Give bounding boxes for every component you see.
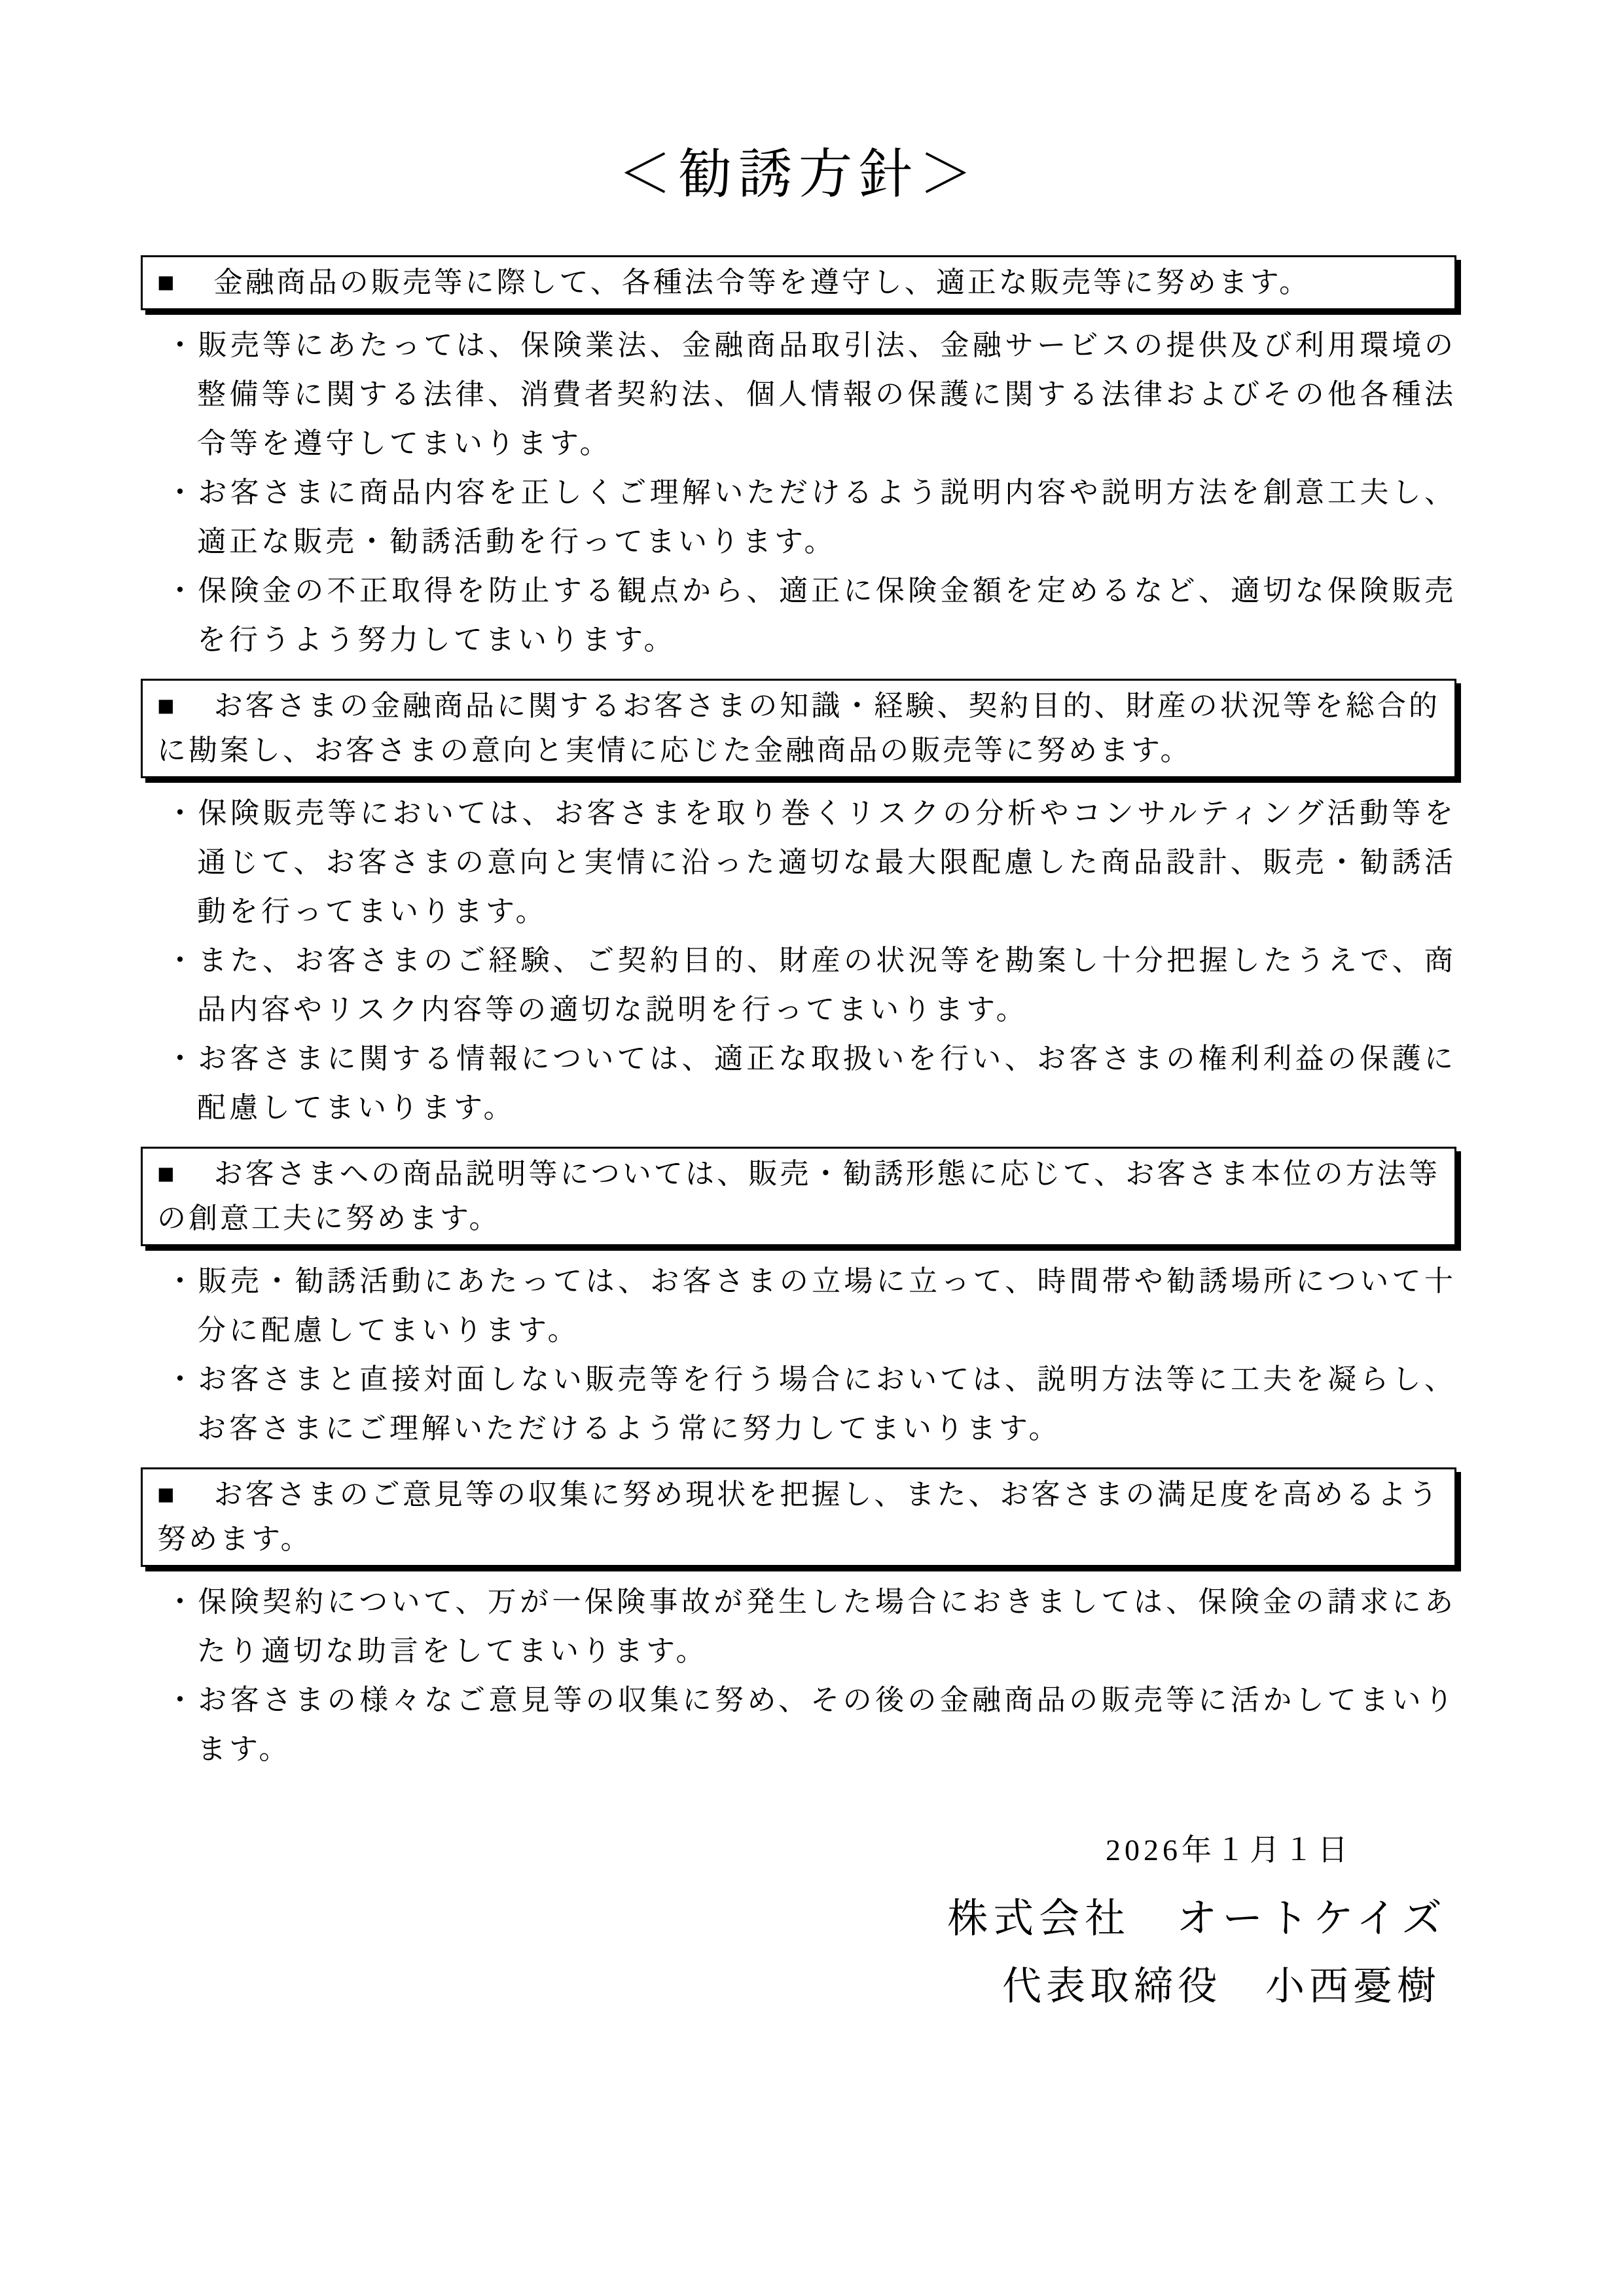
bullet-item: [141, 566, 1456, 664]
bullet-text: お客さまに関する情報については、適正な取扱いを行い、お客さまの権利利益の保護に配慮してまいります。: [197, 1043, 1457, 1124]
bullet-dot-icon: ・: [166, 1684, 198, 1716]
bullet-dot-icon: ・: [166, 329, 198, 361]
policy-heading-text: お客さまのご意見等の収集に努め現状を把握し、また、お客さまの満足度を高めるよう努めます。: [157, 1479, 1441, 1555]
policy-heading-box-4: [141, 1467, 1456, 1567]
bullet-text: 保険販売等においては、お客さまを取り巻くリスクの分析やコンサルティング活動等を通じて、お客さまの意向と実情に沿った適切な最大限配慮した商品設計、販売・勧誘活動を行ってまいります。: [197, 797, 1456, 927]
square-bullet-icon: ■: [157, 1479, 177, 1511]
bullet-text: お客さまに商品内容を正しくご理解いただけるよう説明内容や説明方法を創意工夫し、適正な販売・勧誘活動を行ってまいります。: [197, 476, 1457, 558]
policy-heading-box-2: [141, 679, 1456, 778]
bullet-dot-icon: ・: [166, 1363, 198, 1395]
bullet-text: 保険金の不正取得を防止する観点から、適正に保険金額を定めるなど、適切な保険販売を行うよう努力してまいります。: [197, 575, 1457, 656]
policy-heading-text: お客さまへの商品説明等については、販売・勧誘形態に応じて、お客さま本位の方法等の創意工夫に努めます。: [157, 1158, 1440, 1234]
bullet-list-3: [141, 1257, 1456, 1453]
bullet-item: [141, 1676, 1456, 1774]
signature-block: [141, 1827, 1456, 2013]
bullet-dot-icon: ・: [166, 944, 198, 977]
document-date: 2026年１月１日: [1106, 1833, 1352, 1867]
bullet-text: 保険契約について、万が一保険事故が発生した場合におきましては、保険金の請求にあたり適切な助言をしてまいります。: [197, 1586, 1456, 1667]
policy-heading-text: お客さまの金融商品に関するお客さまの知識・経験、契約目的、財産の状況等を総合的に勘案し、お客さまの意向と実情に応じた金融商品の販売等に努めます。: [157, 690, 1441, 766]
bullet-dot-icon: ・: [166, 1586, 198, 1618]
bullet-item: [141, 936, 1456, 1034]
bullet-dot-icon: ・: [166, 1265, 198, 1297]
policy-heading-box-3: [141, 1147, 1456, 1246]
company-name: 株式会社 オートケイズ: [947, 1897, 1447, 1941]
bullet-dot-icon: ・: [166, 797, 198, 829]
bullet-text: 販売等にあたっては、保険業法、金融商品取引法、金融サービスの提供及び利用環境の整備等に関する法律、消費者契約法、個人情報の保護に関する法律およびその他各種法令等を遵守してまいります。: [197, 329, 1457, 459]
square-bullet-icon: ■: [157, 266, 177, 298]
bullet-text: また、お客さまのご経験、ご契約目的、財産の状況等を勘案し十分把握したうえで、商品内容やリスク内容等の適切な説明を行ってまいります。: [197, 944, 1457, 1026]
square-bullet-icon: ■: [157, 690, 177, 722]
policy-heading-box-1: [141, 255, 1456, 310]
bullet-dot-icon: ・: [166, 575, 198, 607]
bullet-dot-icon: ・: [166, 476, 198, 509]
bullet-item: [141, 789, 1456, 936]
bullet-item: [141, 468, 1456, 566]
bullet-text: お客さまの様々なご意見等の収集に努め、その後の金融商品の販売等に活かしてまいります。: [197, 1684, 1456, 1765]
bullet-item: [141, 321, 1456, 468]
bullet-list-2: [141, 789, 1456, 1132]
bullet-item: [141, 1355, 1456, 1453]
bullet-text: お客さまと直接対面しない販売等を行う場合においては、説明方法等に工夫を凝らし、お客さまにご理解いただけるよう常に努力してまいります。: [197, 1363, 1457, 1444]
page-title: ＜勧誘方針＞: [617, 145, 979, 204]
bullet-item: [141, 1034, 1456, 1132]
bullet-item: [141, 1577, 1456, 1676]
bullet-text: 販売・勧誘活動にあたっては、お客さまの立場に立って、時間帯や勧誘場所について十分に配慮してまいります。: [197, 1265, 1456, 1346]
bullet-list-1: [141, 321, 1456, 664]
bullet-item: [141, 1257, 1456, 1355]
representative-name: 代表取締役 小西憂樹: [1002, 1965, 1441, 2008]
bullet-dot-icon: ・: [166, 1043, 198, 1075]
square-bullet-icon: ■: [157, 1158, 177, 1190]
policy-heading-text: 金融商品の販売等に際して、各種法令等を遵守し、適正な販売等に努めます。: [213, 266, 1311, 298]
bullet-list-4: [141, 1577, 1456, 1774]
